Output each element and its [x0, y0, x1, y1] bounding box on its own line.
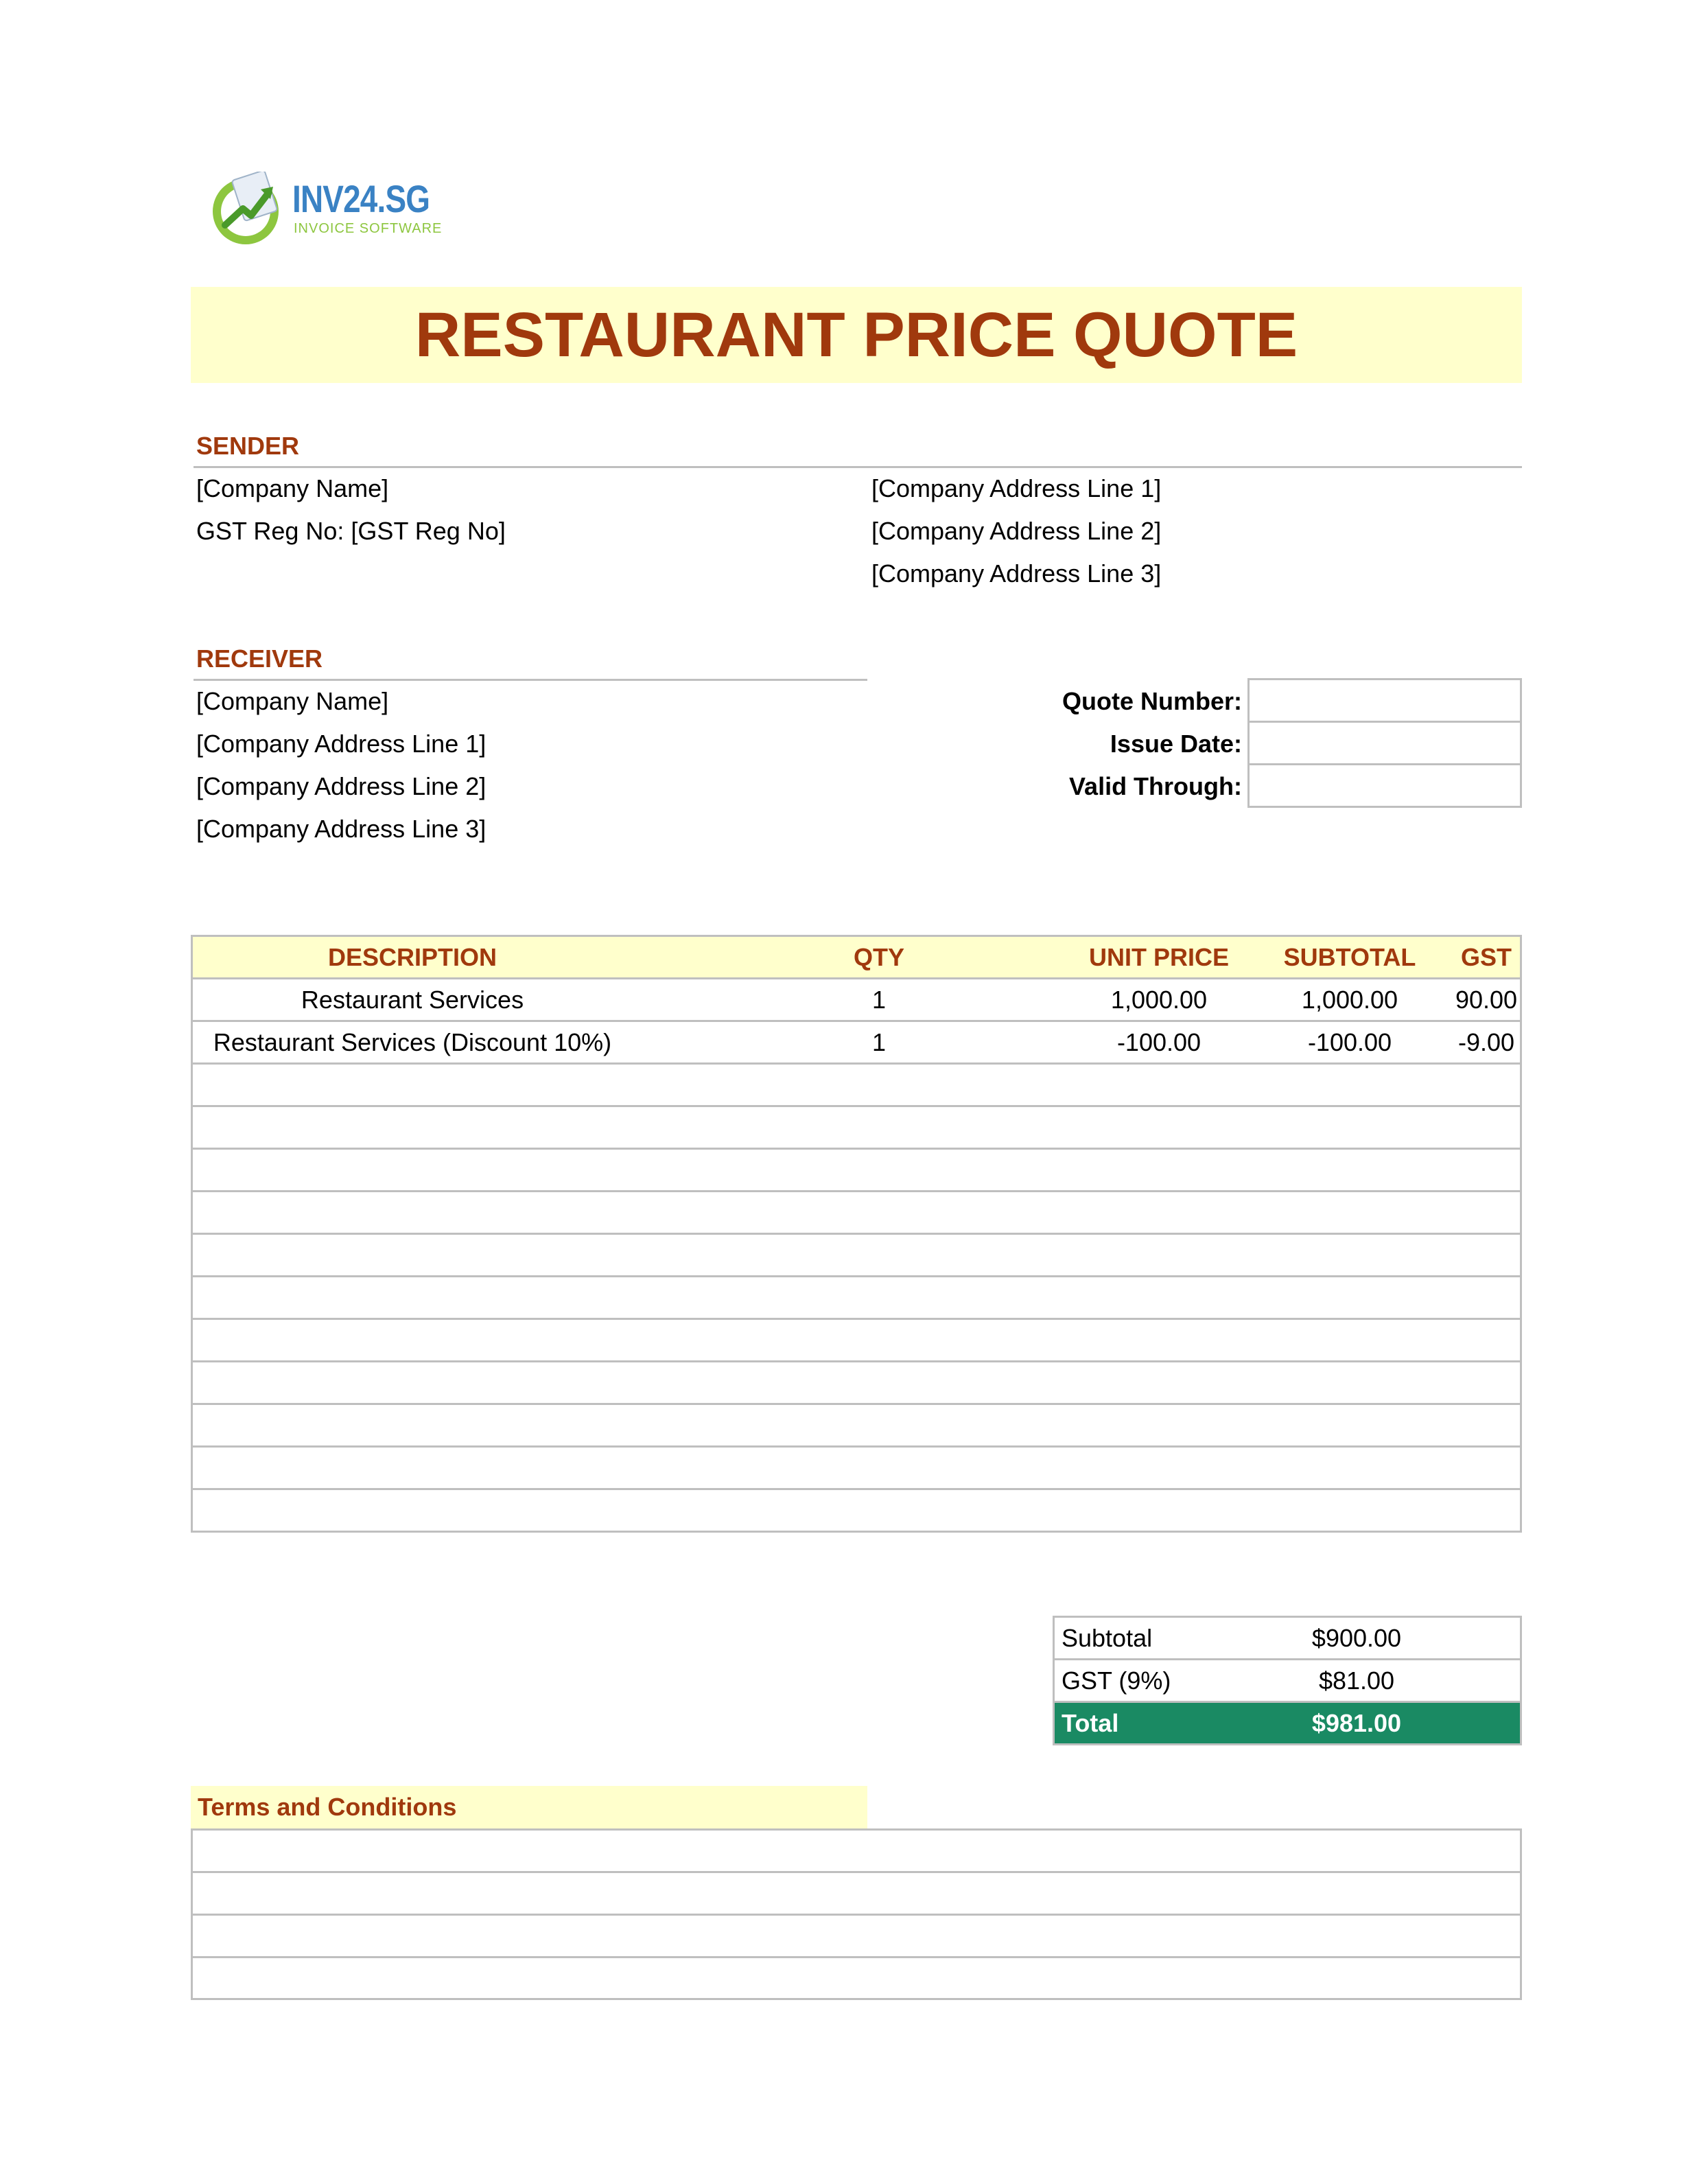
- table-row-empty[interactable]: [193, 1192, 1520, 1235]
- logo-tagline: INVOICE SOFTWARE: [294, 221, 443, 236]
- logo-icon: [210, 172, 285, 247]
- sender-address-line: [Company Address Line 1]: [871, 474, 1162, 502]
- table-row: [193, 979, 1520, 1022]
- receiver-address-line: [Company Address Line 1]: [196, 730, 487, 758]
- receiver-address-line: [Company Address Line 3]: [196, 815, 487, 843]
- receiver-company-name: [Company Name]: [196, 687, 389, 715]
- subtotal-value: $900.00: [1311, 1624, 1402, 1652]
- table-row-empty[interactable]: [193, 1362, 1520, 1405]
- subtotal-label: Subtotal: [1062, 1624, 1153, 1652]
- terms-row[interactable]: [193, 1873, 1520, 1916]
- page-title: RESTAURANT PRICE QUOTE: [414, 300, 1298, 370]
- table-row: [193, 1022, 1520, 1065]
- cell-qty: 1: [871, 986, 887, 1014]
- subtotal-row: [1055, 1618, 1520, 1660]
- cell-unit-price: -100.00: [1116, 1028, 1201, 1056]
- total-value: $981.00: [1311, 1709, 1402, 1737]
- quote-number-label: Quote Number:: [1062, 687, 1242, 715]
- header-subtotal: SUBTOTAL: [1283, 943, 1416, 971]
- header-description: DESCRIPTION: [327, 943, 497, 971]
- table-row-empty[interactable]: [193, 1235, 1520, 1277]
- table-row-empty[interactable]: [193, 1320, 1520, 1362]
- table-row-empty[interactable]: [193, 1448, 1520, 1490]
- sender-address-line: [Company Address Line 3]: [871, 559, 1162, 588]
- header-unit-price: UNIT PRICE: [1088, 943, 1229, 971]
- total-label: Total: [1062, 1709, 1119, 1737]
- logo-brand: INV24.SG: [292, 177, 430, 220]
- cell-subtotal: 1,000.00: [1301, 986, 1398, 1014]
- sender-address-line: [Company Address Line 2]: [871, 517, 1162, 545]
- cell-subtotal: -100.00: [1307, 1028, 1392, 1056]
- cell-description: Restaurant Services: [301, 986, 524, 1014]
- gst-label: GST (9%): [1062, 1666, 1171, 1695]
- total-row: [1055, 1703, 1520, 1743]
- receiver-address-line: [Company Address Line 2]: [196, 772, 487, 800]
- receiver-divider: [194, 679, 867, 681]
- terms-row[interactable]: [193, 1958, 1520, 1998]
- header-gst: GST: [1460, 943, 1512, 971]
- header-qty: QTY: [853, 943, 904, 971]
- sender-gst-reg: GST Reg No: [GST Reg No]: [196, 517, 506, 545]
- cell-unit-price: 1,000.00: [1110, 986, 1208, 1014]
- table-row-empty[interactable]: [193, 1490, 1520, 1531]
- terms-heading: Terms and Conditions: [198, 1793, 457, 1821]
- gst-row: [1055, 1660, 1520, 1703]
- terms-row[interactable]: [193, 1916, 1520, 1958]
- gst-value: $81.00: [1318, 1666, 1395, 1695]
- issue-date-label: Issue Date:: [1110, 730, 1242, 758]
- cell-qty: 1: [871, 1028, 887, 1056]
- items-header-row: [193, 937, 1520, 979]
- table-row-empty[interactable]: [193, 1405, 1520, 1448]
- table-row-empty[interactable]: [193, 1150, 1520, 1192]
- cell-gst: 90.00: [1455, 986, 1518, 1014]
- items-table: [191, 935, 1522, 1533]
- sender-company-name: [Company Name]: [196, 474, 389, 502]
- table-row-empty[interactable]: [193, 1107, 1520, 1150]
- valid-through-label: Valid Through:: [1069, 772, 1242, 800]
- sender-heading: SENDER: [196, 432, 300, 460]
- cell-gst: -9.00: [1457, 1028, 1515, 1056]
- cell-description: Restaurant Services (Discount 10%): [213, 1028, 612, 1056]
- receiver-heading: RECEIVER: [196, 644, 323, 673]
- terms-table: [191, 1828, 1522, 2000]
- sender-divider: [194, 466, 1522, 468]
- terms-row[interactable]: [193, 1831, 1520, 1873]
- company-logo: [210, 172, 443, 247]
- table-row-empty[interactable]: [193, 1065, 1520, 1107]
- quote-number-field[interactable]: [1247, 678, 1522, 723]
- issue-date-field[interactable]: [1247, 721, 1522, 765]
- totals-table: [1053, 1616, 1522, 1745]
- table-row-empty[interactable]: [193, 1277, 1520, 1320]
- valid-through-field[interactable]: [1247, 763, 1522, 808]
